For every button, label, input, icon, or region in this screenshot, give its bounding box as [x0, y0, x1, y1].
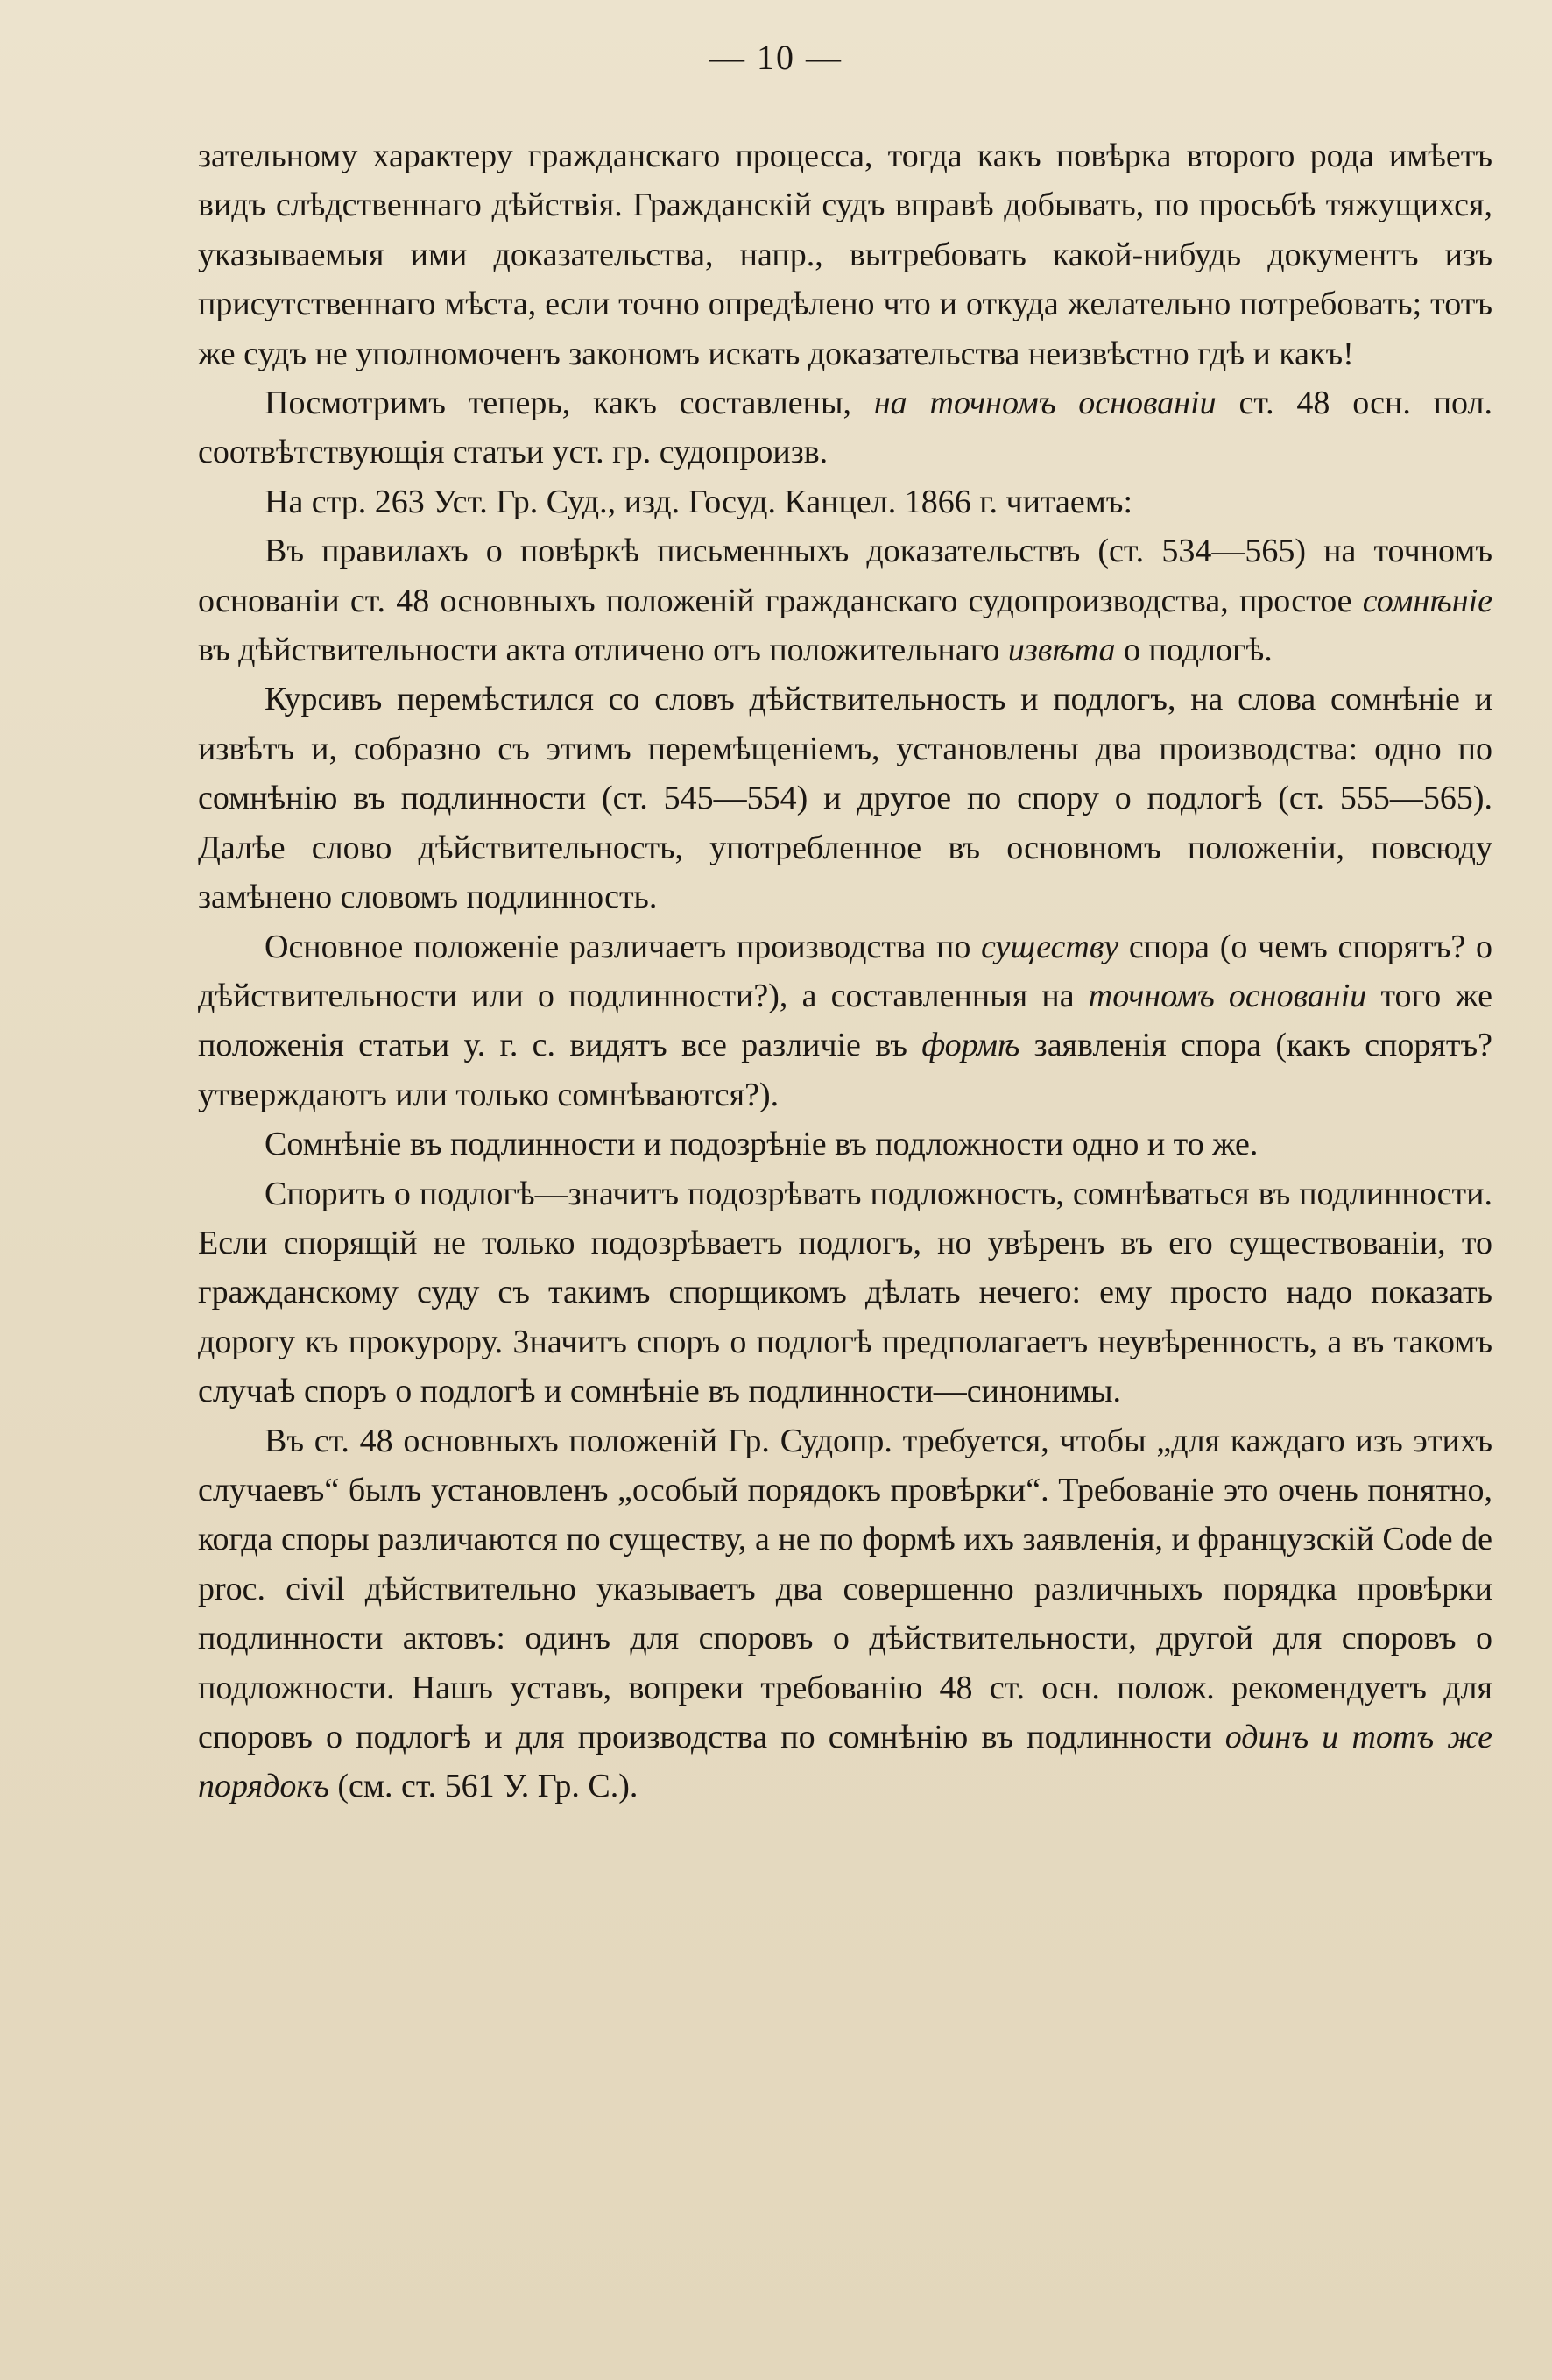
text-run: Въ правилахъ о повѣркѣ письменныхъ доказательствъ (ст. 534—565) на точномъ основаніи ст. 48 основныхъ положеній гражданскаго судопроизводства, простое — [198, 533, 1492, 619]
italic-phrase: существу — [981, 928, 1119, 965]
text-run: о подлогѣ. — [1115, 632, 1273, 669]
paragraph — [198, 378, 1492, 477]
italic-phrase: точномъ основаніи — [1088, 977, 1367, 1014]
italic-phrase: одинъ и тотъ же порядокъ — [198, 1719, 1493, 1805]
page-number: — 10 — — [709, 38, 843, 77]
text-run: ст. 48 осн. пол. соотвѣтствующія статьи уст. гр. судопроизв. — [198, 385, 1493, 471]
body-text — [198, 131, 1492, 1811]
text-run: заявленія спора (какъ спорятъ? утверждаютъ или только сомнѣваются?). — [198, 1027, 1492, 1113]
text-run: Курсивъ перемѣстился со словъ дѣйствительность и подлогъ, на слова сомнѣніе и извѣтъ и, собразно съ этимъ перемѣщеніемъ, установлены два производства: одно по сомнѣнію въ подлинности (ст. 545—554) и другое по спору о подлогѣ (ст. 555—565). Далѣе слово дѣйствительность, употребленное въ основномъ положеніи, повсюду замѣнено словомъ подлинность. — [198, 681, 1492, 916]
italic-phrase: формѣ — [921, 1027, 1020, 1064]
text-run: (см. ст. 561 У. Гр. С.). — [328, 1768, 638, 1805]
text-run: На стр. 263 Уст. Гр. Суд., изд. Госуд. Канцел. 1866 г. читаемъ: — [265, 483, 1133, 520]
text-run: Основное положеніе различаетъ производства по — [265, 928, 982, 965]
paragraph — [198, 526, 1492, 674]
paragraph — [198, 1169, 1492, 1416]
paragraph — [198, 477, 1492, 526]
paragraph — [198, 1119, 1492, 1169]
italic-phrase: сомнѣніе — [1362, 582, 1492, 619]
italic-phrase: извѣта — [1007, 632, 1116, 669]
text-run: въ дѣйствительности акта отличено отъ положительнаго — [198, 632, 1008, 669]
italic-phrase: на точномъ основаніи — [873, 385, 1217, 422]
paragraph — [198, 131, 1492, 378]
text-run: Посмотримъ теперь, какъ составлены, — [265, 385, 874, 422]
text-run: спора (о чемъ спорятъ? о дѣйствительности или о подлинности?), а составленныя на — [198, 928, 1493, 1014]
text-run: того же положенія статьи у. г. с. видятъ все различіе въ — [198, 977, 1492, 1064]
text-run: Спорить о подлогѣ—значитъ подозрѣвать подложность, сомнѣваться въ подлинности. Если спорящій не только подозрѣваетъ подлогъ, но увѣренъ въ его существованіи, то гражданскому суду съ такимъ спорщикомъ дѣлать нечего: ему просто надо показать дорогу къ прокурору. Значитъ споръ о подлогѣ предполагаетъ неувѣренность, а въ такомъ случаѣ споръ о подлогѣ и сомнѣніе въ подлинности—синонимы. — [198, 1175, 1492, 1410]
paragraph — [198, 1416, 1492, 1811]
text-run: Въ ст. 48 основныхъ положеній Гр. Судопр. требуется, чтобы „для каждаго изъ этихъ случаевъ“ былъ установленъ „особый порядокъ провѣрки“. Требованіе это очень понятно, когда споры различаются по существу, а не по формѣ ихъ заявленія, и французскій Code de proc. civil дѣйствительно указываетъ два совершенно различныхъ порядка провѣрки подлинности актовъ: одинъ для споровъ о дѣйствительности, другой для споровъ о подложности. Нашъ уставъ, вопреки требованію 48 ст. осн. полож. рекомендуетъ для споровъ о подлогѣ и для производства по сомнѣнію въ подлинности — [198, 1422, 1492, 1755]
paragraph — [198, 674, 1492, 922]
paragraph — [198, 922, 1492, 1120]
text-run: зательному характеру гражданскаго процесса, тогда какъ повѣрка второго рода имѣетъ видъ слѣдственнаго дѣйствія. Гражданскій судъ вправѣ добывать, по просьбѣ тяжущихся, указываемыя ими доказательства, напр., вытребовать какой-нибудь документъ изъ присутственнаго мѣста, если точно опредѣлено что и откуда желательно потребовать; тотъ же судъ не уполномоченъ закономъ искать доказательства неизвѣстно гдѣ и какъ! — [198, 138, 1492, 372]
text-run: Сомнѣніе въ подлинности и подозрѣніе въ подложности одно и то же. — [265, 1126, 1259, 1163]
